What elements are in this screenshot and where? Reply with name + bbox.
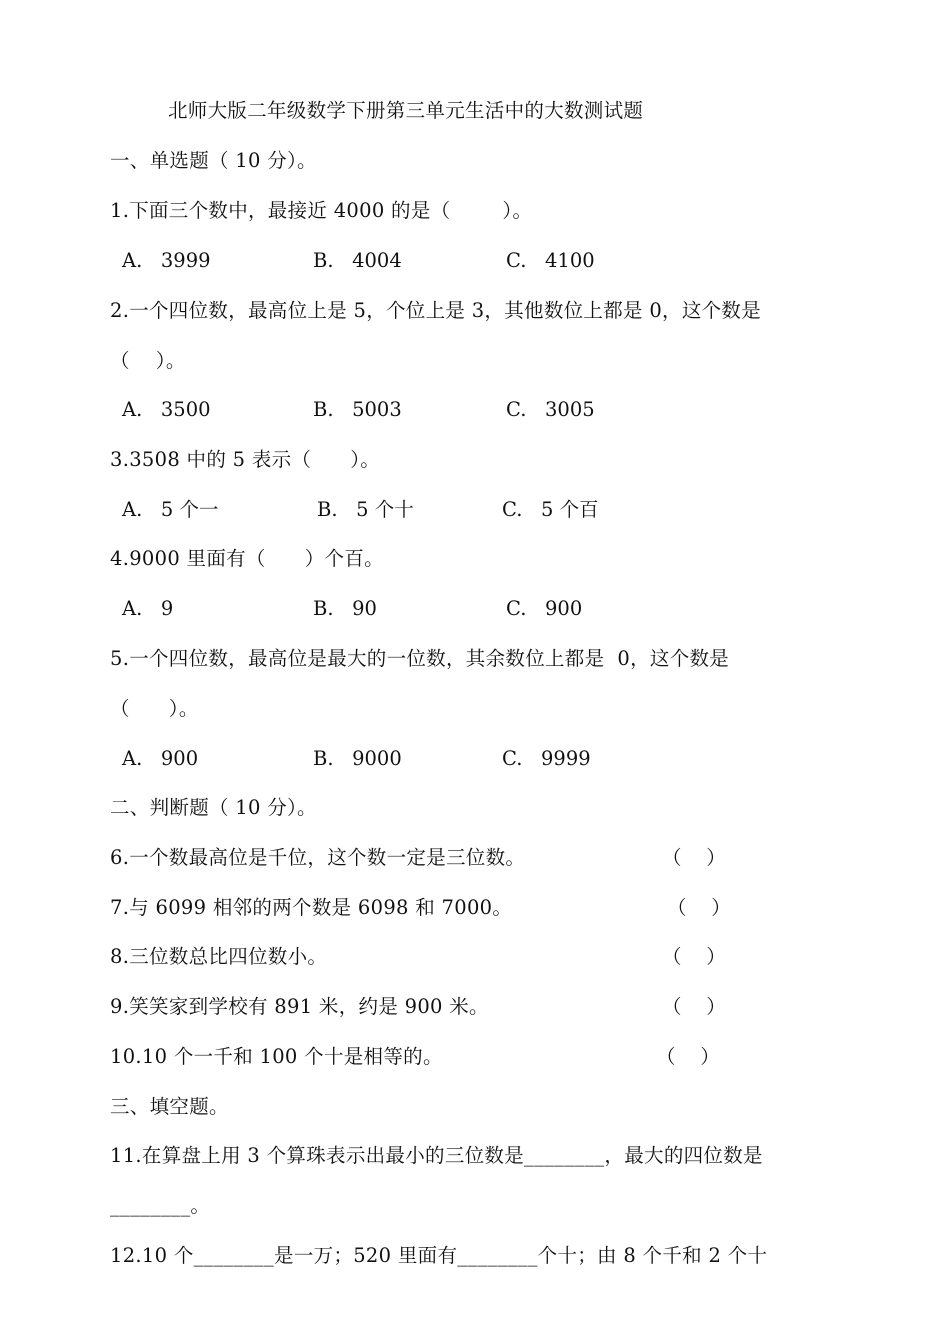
page-title: 北师大版二年级数学下册第三单元生活中的大数测试题: [168, 99, 644, 122]
question-1-option-b: B. 4004: [313, 249, 402, 272]
question-8-text: 8.三位数总比四位数小。: [110, 945, 328, 968]
question-5-option-a: A. 900: [122, 747, 199, 770]
question-7-answer-paren: （ ）: [667, 896, 731, 919]
question-2-stem: 2.一个四位数，最高位上是 5，个位上是 3，其他数位上都是 0，这个数是: [110, 299, 762, 322]
section-heading-single-choice: 一、单选题（ 10 分）。: [110, 149, 317, 172]
question-6-answer-paren: （ ）: [662, 846, 726, 869]
question-1-option-c: C. 4100: [506, 249, 595, 272]
question-6-text: 6.一个数最高位是千位，这个数一定是三位数。: [110, 846, 526, 869]
question-9-answer-paren: （ ）: [662, 995, 726, 1018]
question-4-option-c: C. 900: [506, 597, 583, 620]
question-4-option-b: B. 90: [313, 597, 377, 620]
question-11-text: 11.在算盘上用 3 个算珠表示出最小的三位数是________，最大的四位数是: [110, 1144, 763, 1167]
section-heading-fill-blank: 三、填空题。: [110, 1095, 229, 1118]
question-4-stem: 4.9000 里面有（ ）个百。: [110, 547, 384, 570]
question-5-option-b: B. 9000: [313, 747, 402, 770]
question-2-option-a: A. 3500: [122, 398, 211, 421]
question-5-stem-continued: （ ）。: [110, 697, 199, 720]
question-12-text: 12.10 个________是一万；520 里面有________个十；由 8 个千和 2 个十: [110, 1244, 768, 1267]
question-9-text: 9.笑笑家到学校有 891 米，约是 900 米。: [110, 995, 489, 1018]
question-2-option-b: B. 5003: [313, 398, 402, 421]
question-1-stem: 1.下面三个数中，最接近 4000 的是（ ）。: [110, 199, 533, 222]
question-8-answer-paren: （ ）: [662, 945, 726, 968]
question-3-stem: 3.3508 中的 5 表示（ ）。: [110, 448, 381, 471]
question-10-text: 10.10 个一千和 100 个十是相等的。: [110, 1045, 443, 1068]
question-11-text-continued: ________。: [110, 1194, 211, 1217]
question-2-stem-continued: （ ）。: [110, 349, 186, 372]
question-3-option-c: C. 5 个百: [502, 498, 599, 521]
question-2-option-c: C. 3005: [506, 398, 595, 421]
question-4-option-a: A. 9: [122, 597, 174, 620]
question-10-answer-paren: （ ）: [656, 1045, 720, 1068]
question-1-option-a: A. 3999: [122, 249, 211, 272]
section-heading-true-false: 二、判断题（ 10 分）。: [110, 796, 317, 819]
question-5-stem: 5.一个四位数，最高位是最大的一位数，其余数位上都是 0，这个数是: [110, 647, 730, 670]
question-7-text: 7.与 6099 相邻的两个数是 6098 和 7000。: [110, 896, 513, 919]
question-3-option-a: A. 5 个一: [122, 498, 219, 521]
question-3-option-b: B. 5 个十: [317, 498, 414, 521]
question-5-option-c: C. 9999: [502, 747, 591, 770]
